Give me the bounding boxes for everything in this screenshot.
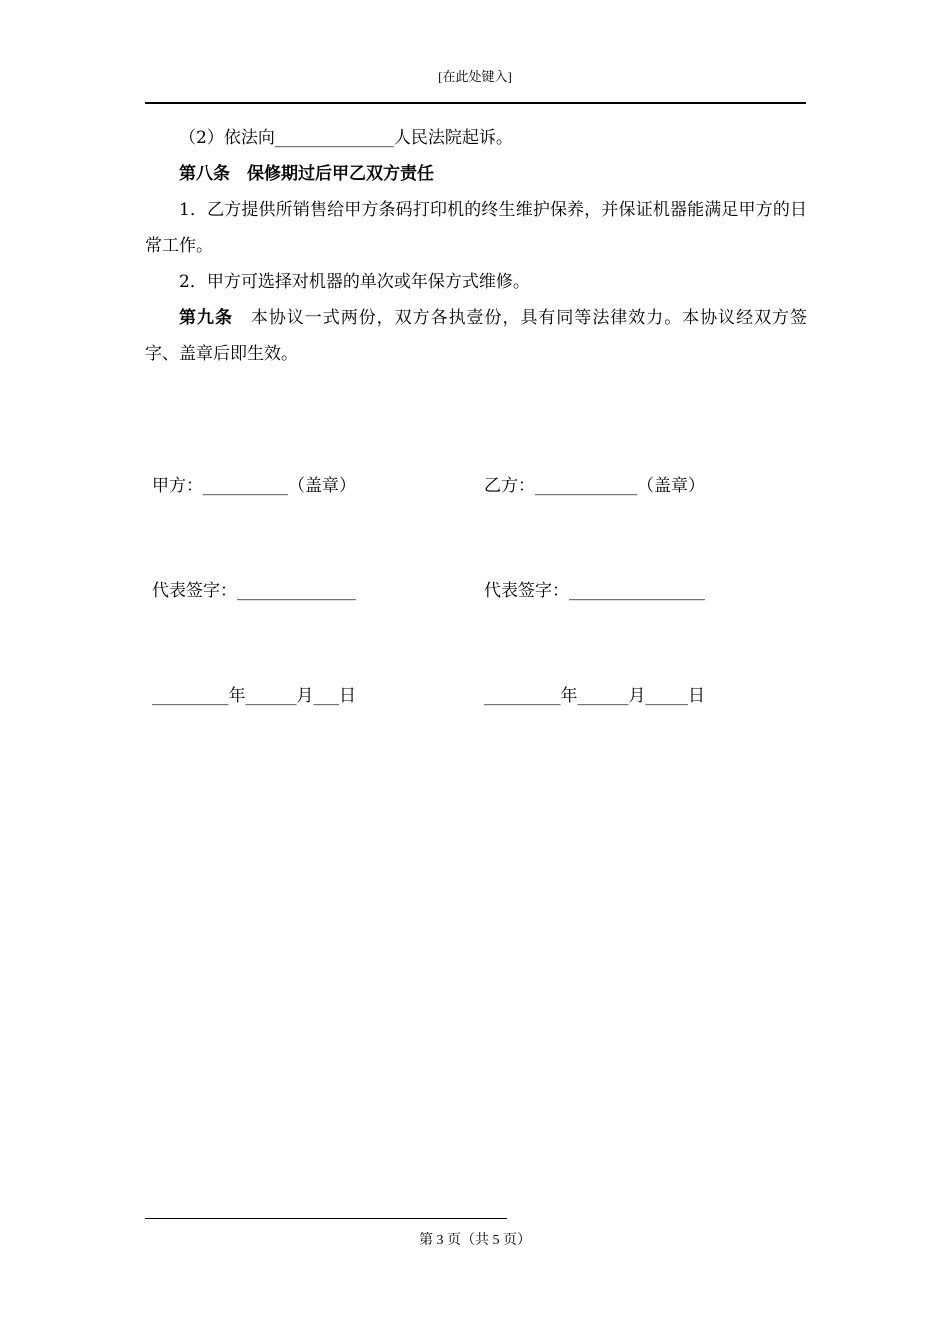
article-8-item-1: 1．乙方提供所销售给甲方条码打印机的终生维护保养，并保证机器能满足甲方的日常工作。 (145, 200, 807, 256)
party-a-representative-line: 代表签字：______________ (152, 581, 356, 601)
clause-2-sue: （2）依法向______________人民法院起诉。 (179, 128, 513, 148)
party-a-signature-block (152, 399, 356, 749)
footer-divider (145, 1218, 507, 1219)
party-a-seal-line: 甲方：__________（盖章） (152, 476, 356, 496)
article-9 (145, 300, 807, 372)
article-8-item-2: 2．甲方可选择对机器的单次或年保方式维修。 (179, 272, 530, 292)
party-b-signature-block (484, 399, 705, 749)
article-8-title: 第八条 保修期过后甲乙双方责任 (179, 164, 434, 184)
header-divider (145, 102, 806, 104)
page-header: [在此处键入] (438, 69, 512, 84)
article-9-body: 本协议一式两份，双方各执壹份，具有同等法律效力。本协议经双方签字、盖章后即生效。 (145, 308, 808, 364)
document-body (145, 120, 807, 372)
page-number-footer: 第 3 页（共 5 页） (419, 1233, 531, 1248)
party-b-seal-line: 乙方：____________（盖章） (484, 476, 705, 496)
article-9-label: 第九条 (179, 308, 233, 328)
party-b-date-line: _________年______月_____日 (484, 686, 705, 706)
party-b-representative-line: 代表签字：________________ (484, 581, 705, 601)
party-a-date-line: _________年______月___日 (152, 686, 356, 706)
